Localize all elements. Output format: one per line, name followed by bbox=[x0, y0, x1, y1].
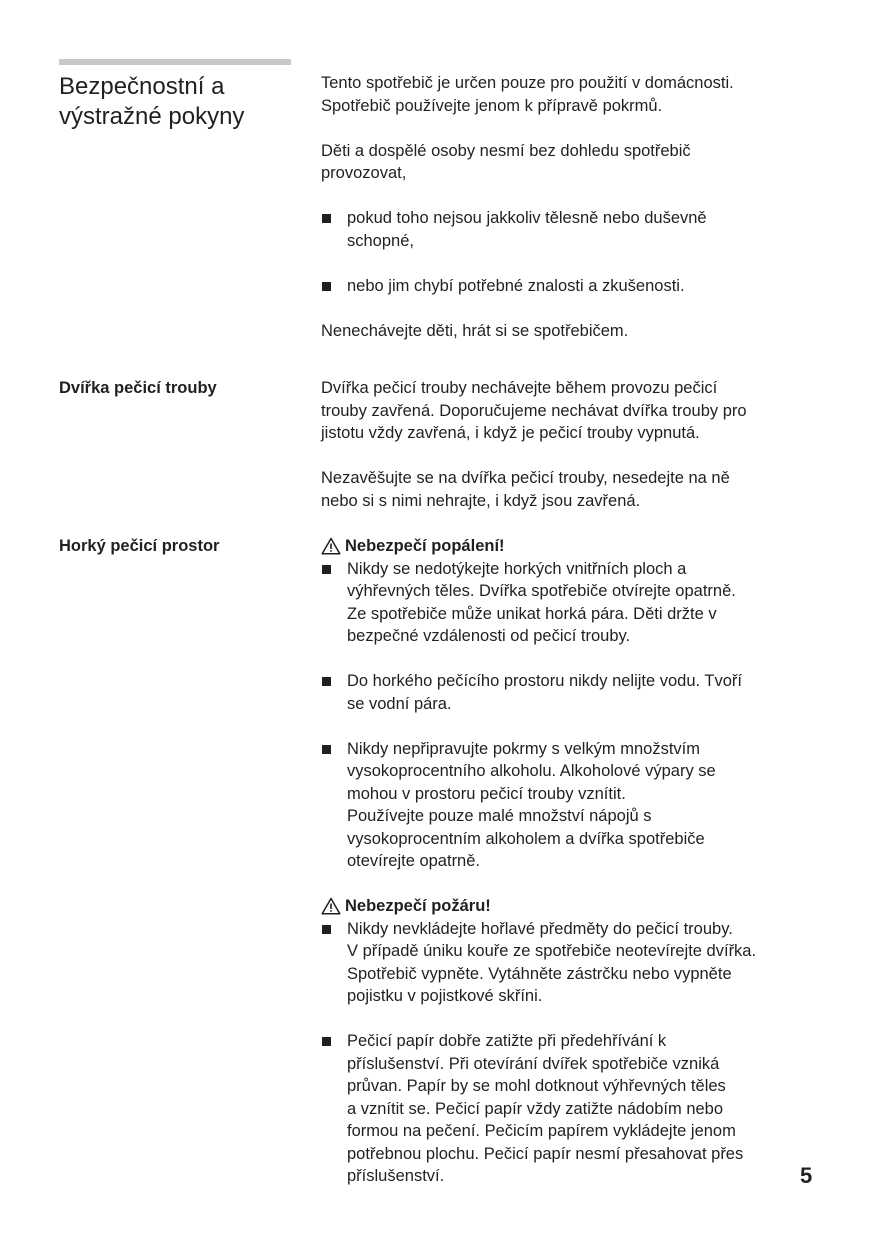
text-line: pokud toho nejsou jakkoliv tělesně nebo duševně bbox=[347, 209, 707, 227]
text-line: Spotřebič používejte jenom k přípravě pokrmů. bbox=[321, 96, 663, 115]
text-line: Spotřebič vypněte. Vytáhněte zástrčku nebo vypněte bbox=[347, 964, 732, 983]
fire-warning-label: Nebezpečí požáru! bbox=[345, 897, 491, 915]
door-heading: Dvířka pečicí trouby bbox=[59, 379, 217, 397]
text-line: vysokoprocentního alkoholu. Alkoholové výpary se bbox=[347, 762, 716, 780]
fire-warning bbox=[321, 895, 821, 918]
list-item bbox=[321, 738, 821, 873]
square-bullet-icon bbox=[322, 282, 331, 291]
hot-section bbox=[321, 535, 821, 1188]
text-line: Nikdy nevkládejte hořlavé předměty do pečicí trouby. bbox=[347, 919, 733, 938]
text-line: otevírejte opatrně. bbox=[347, 852, 480, 870]
intro-paragraph bbox=[321, 72, 821, 117]
children-final-paragraph: Nenechávejte děti, hrát si se spotřebičem. bbox=[321, 321, 629, 340]
text-line: průvan. Papír by se mohl dotknout výhřevných těles bbox=[347, 1077, 726, 1095]
door-paragraph bbox=[321, 467, 821, 512]
text-line: bezpečné vzdálenosti od pečicí trouby. bbox=[347, 627, 631, 645]
list-item bbox=[321, 275, 821, 298]
door-section bbox=[321, 377, 821, 512]
section-title-line: Bezpečnostní a bbox=[59, 73, 225, 100]
page-number: 5 bbox=[800, 1163, 813, 1188]
text-line: potřebnou plochu. Pečicí papír nesmí přesahovat přes bbox=[347, 1144, 744, 1163]
text-line: trouby zavřená. Doporučujeme nechávat dvířka trouby pro bbox=[321, 401, 747, 420]
list-item bbox=[321, 207, 821, 252]
section-title-line: výstražné pokyny bbox=[59, 103, 245, 130]
text-line: nebo si s nimi nehrajte, i když jsou zavřená. bbox=[321, 491, 641, 510]
section-title bbox=[59, 72, 299, 132]
text-line: mohou v prostoru pečicí trouby vznítit. bbox=[347, 784, 626, 803]
text-line: pojistku v pojistkové skříni. bbox=[347, 987, 543, 1005]
square-bullet-icon bbox=[322, 1037, 331, 1046]
text-line: nebo jim chybí potřebné znalosti a zkušenosti. bbox=[347, 276, 685, 295]
hot-heading: Horký pečicí prostor bbox=[59, 537, 220, 555]
warning-triangle-icon bbox=[321, 897, 341, 915]
text-line: Tento spotřebič je určen pouze pro použití v domácnosti. bbox=[321, 74, 734, 92]
door-paragraph bbox=[321, 377, 821, 445]
text-line: a vznítit se. Pečicí papír vždy zatižte nádobím nebo bbox=[347, 1099, 724, 1118]
list-item bbox=[321, 918, 821, 1008]
list-item bbox=[321, 670, 821, 715]
square-bullet-icon bbox=[322, 565, 331, 574]
text-line: se vodní pára. bbox=[347, 694, 452, 713]
text-line: Nezavěšujte se na dvířka pečicí trouby, nesedejte na ně bbox=[321, 469, 730, 487]
text-line: příslušenství. bbox=[347, 1167, 445, 1185]
burn-warning bbox=[321, 535, 821, 558]
text-line: Děti a dospělé osoby nesmí bez dohledu spotřebič bbox=[321, 141, 691, 160]
text-line: Nikdy nepřipravujte pokrmy s velkým množstvím bbox=[347, 739, 701, 758]
text-line: formou na pečení. Pečicím papírem vykládejte jenom bbox=[347, 1122, 736, 1140]
square-bullet-icon bbox=[322, 925, 331, 934]
children-paragraph bbox=[321, 140, 821, 185]
text-line: schopné, bbox=[347, 231, 414, 250]
text-line: Nikdy se nedotýkejte horkých vnitřních ploch a bbox=[347, 559, 687, 578]
text-line: V případě úniku kouře ze spotřebiče neotevírejte dvířka. bbox=[347, 942, 757, 960]
square-bullet-icon bbox=[322, 677, 331, 686]
list-item bbox=[321, 558, 821, 648]
text-line: jistotu vždy zavřená, i když je pečicí trouby vypnutá. bbox=[321, 424, 700, 442]
list-item bbox=[321, 1030, 821, 1188]
text-line: Do horkého pečícího prostoru nikdy nelijte vodu. Tvoří bbox=[347, 672, 742, 690]
text-line: vysokoprocentním alkoholem a dvířka spotřebiče bbox=[347, 829, 705, 848]
intro-section bbox=[321, 72, 821, 342]
header-rule bbox=[59, 59, 291, 65]
warning-triangle-icon bbox=[321, 537, 341, 555]
text-line: Používejte pouze malé množství nápojů s bbox=[347, 807, 652, 825]
text-line: Dvířka pečicí trouby nechávejte během provozu pečicí bbox=[321, 379, 718, 397]
square-bullet-icon bbox=[322, 745, 331, 754]
burn-warning-label: Nebezpečí popálení! bbox=[345, 537, 505, 555]
square-bullet-icon bbox=[322, 214, 331, 223]
text-line: výhřevných těles. Dvířka spotřebiče otvírejte opatrně. bbox=[347, 582, 736, 600]
text-line: příslušenství. Při otevírání dvířek spotřebiče vzniká bbox=[347, 1054, 720, 1073]
text-line: Ze spotřebiče může unikat horká pára. Děti držte v bbox=[347, 604, 717, 623]
text-line: Pečicí papír dobře zatižte při předehřívání k bbox=[347, 1032, 667, 1050]
text-line: provozovat, bbox=[321, 164, 407, 182]
